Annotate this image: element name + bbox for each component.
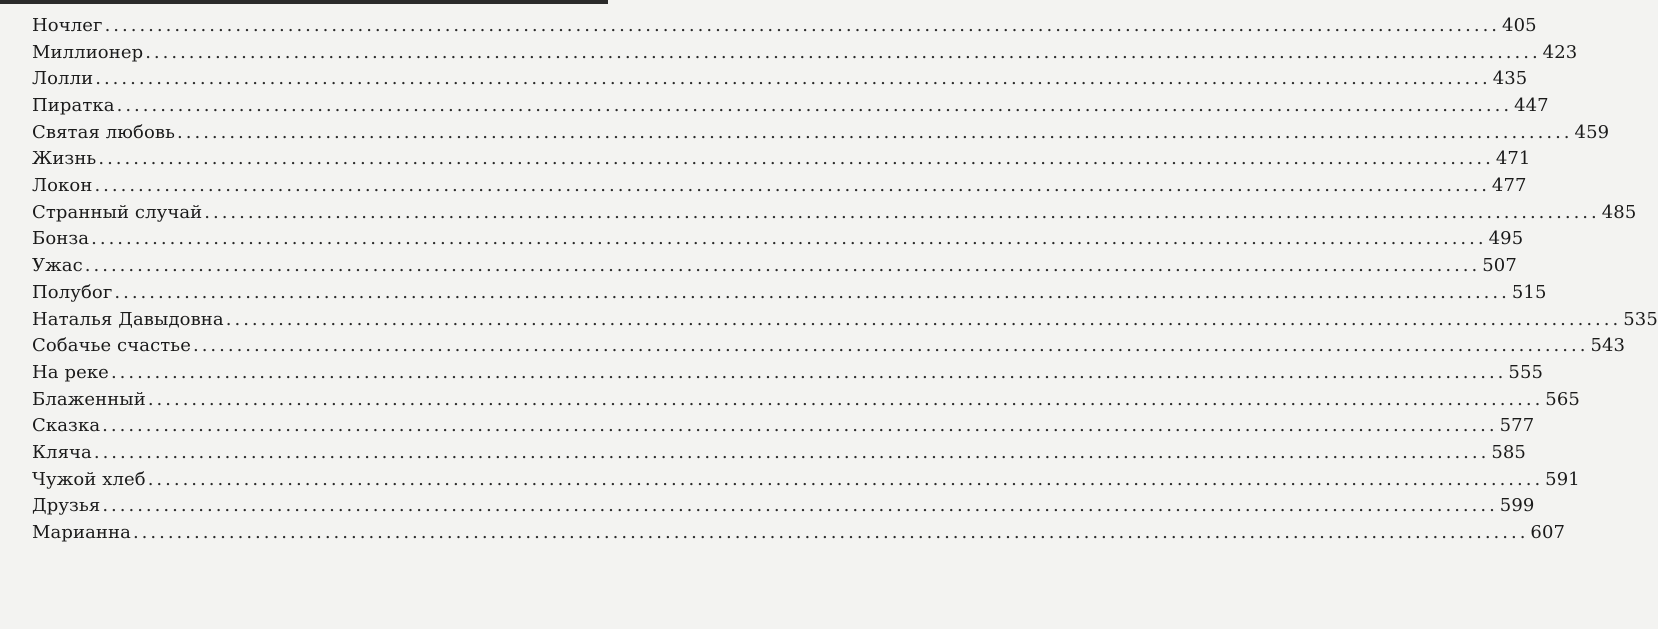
toc-leader-dots: ................................................................................................................................................................ (204, 201, 1600, 223)
toc-entry-page: 447 (1514, 95, 1549, 117)
toc-entry-title: Друзья (32, 495, 101, 517)
toc-entry-title: Миллионер (32, 41, 144, 63)
toc-entry (32, 413, 1535, 440)
toc-entry (32, 440, 1526, 467)
toc-entry-title: Бонза (32, 228, 90, 250)
toc-entry-page: 495 (1488, 228, 1524, 250)
toc-entry (32, 307, 1658, 334)
table-of-contents (32, 13, 1658, 547)
toc-entry-title: Чужой хлеб (32, 468, 146, 490)
toc-entry (32, 93, 1549, 120)
toc-leader-dots: ................................................................................................................................................................ (91, 228, 1487, 250)
toc-entry-page: 471 (1495, 148, 1531, 170)
toc-leader-dots: ................................................................................................................................................................ (177, 121, 1573, 143)
top-rule (0, 0, 608, 4)
toc-entry (32, 227, 1524, 254)
toc-entry (32, 40, 1578, 67)
toc-entry (32, 467, 1580, 494)
toc-entry-title: Святая любовь (32, 121, 176, 143)
toc-entry-page: 543 (1590, 335, 1626, 357)
toc-entry (32, 173, 1527, 200)
toc-entry-title: На реке (32, 361, 109, 383)
toc-entry-page: 459 (1574, 121, 1610, 143)
toc-leader-dots: ................................................................................................................................................................ (147, 468, 1544, 490)
toc-entry (32, 493, 1535, 520)
toc-leader-dots: ................................................................................................................................................................ (147, 388, 1544, 410)
toc-entry-page: 577 (1499, 415, 1535, 437)
toc-entry (32, 200, 1637, 227)
toc-entry (32, 333, 1626, 360)
toc-leader-dots: ................................................................................................................................................................ (145, 41, 1541, 63)
toc-entry (32, 387, 1580, 414)
toc-entry-page: 565 (1545, 388, 1580, 410)
toc-entry-title: Странный случай (32, 201, 203, 223)
toc-entry (32, 253, 1517, 280)
toc-entry-title: Марианна (32, 522, 131, 544)
toc-entry (32, 120, 1610, 147)
toc-entry-page: 435 (1492, 68, 1528, 90)
toc-leader-dots: ................................................................................................................................................................ (104, 14, 1501, 36)
toc-entry-title: Кляча (32, 441, 92, 463)
toc-leader-dots: ................................................................................................................................................................ (132, 522, 1529, 544)
toc-entry-title: Полубог (32, 281, 113, 303)
toc-entry-title: Блаженный (32, 388, 146, 410)
toc-entry-title: Ночлег (32, 14, 103, 36)
toc-leader-dots: ................................................................................................................................................................ (95, 68, 1491, 90)
toc-entry-title: Пиратка (32, 95, 115, 117)
toc-entry-title: Собачье счастье (32, 335, 191, 357)
toc-entry-title: Локон (32, 175, 93, 197)
toc-leader-dots: ................................................................................................................................................................ (98, 148, 1494, 170)
toc-leader-dots: ................................................................................................................................................................ (116, 95, 1513, 117)
toc-entry (32, 146, 1531, 173)
toc-entry-page: 555 (1508, 361, 1544, 383)
toc-entry-page: 599 (1499, 495, 1535, 517)
toc-leader-dots: ................................................................................................................................................................ (102, 415, 1498, 437)
toc-entry (32, 360, 1544, 387)
toc-entry-page: 515 (1511, 281, 1547, 303)
toc-entry-title: Лолли (32, 68, 94, 90)
toc-leader-dots: ................................................................................................................................................................ (102, 495, 1498, 517)
toc-entry-title: Жизнь (32, 148, 97, 170)
toc-leader-dots: ................................................................................................................................................................ (225, 308, 1622, 330)
toc-entry-title: Ужас (32, 255, 83, 277)
toc-entry-title: Наталья Давыдовна (32, 308, 224, 330)
toc-entry (32, 280, 1547, 307)
toc-entry-page: 585 (1491, 441, 1526, 463)
toc-entry (32, 13, 1537, 40)
toc-entry-page: 535 (1623, 308, 1658, 330)
toc-entry-page: 485 (1601, 201, 1637, 223)
toc-leader-dots: ................................................................................................................................................................ (84, 255, 1481, 277)
toc-entry (32, 66, 1528, 93)
toc-leader-dots: ................................................................................................................................................................ (110, 361, 1507, 383)
toc-entry-page: 477 (1491, 175, 1527, 197)
toc-entry (32, 520, 1566, 547)
toc-entry-page: 405 (1502, 14, 1537, 36)
toc-entry-title: Сказка (32, 415, 101, 437)
toc-leader-dots: ................................................................................................................................................................ (93, 441, 1490, 463)
toc-leader-dots: ................................................................................................................................................................ (94, 175, 1490, 197)
toc-entry-page: 607 (1530, 522, 1566, 544)
toc-entry-page: 507 (1482, 255, 1517, 277)
toc-entry-page: 423 (1542, 41, 1578, 63)
toc-entry-page: 591 (1545, 468, 1580, 490)
toc-leader-dots: ................................................................................................................................................................ (192, 335, 1589, 357)
toc-leader-dots: ................................................................................................................................................................ (114, 281, 1510, 303)
